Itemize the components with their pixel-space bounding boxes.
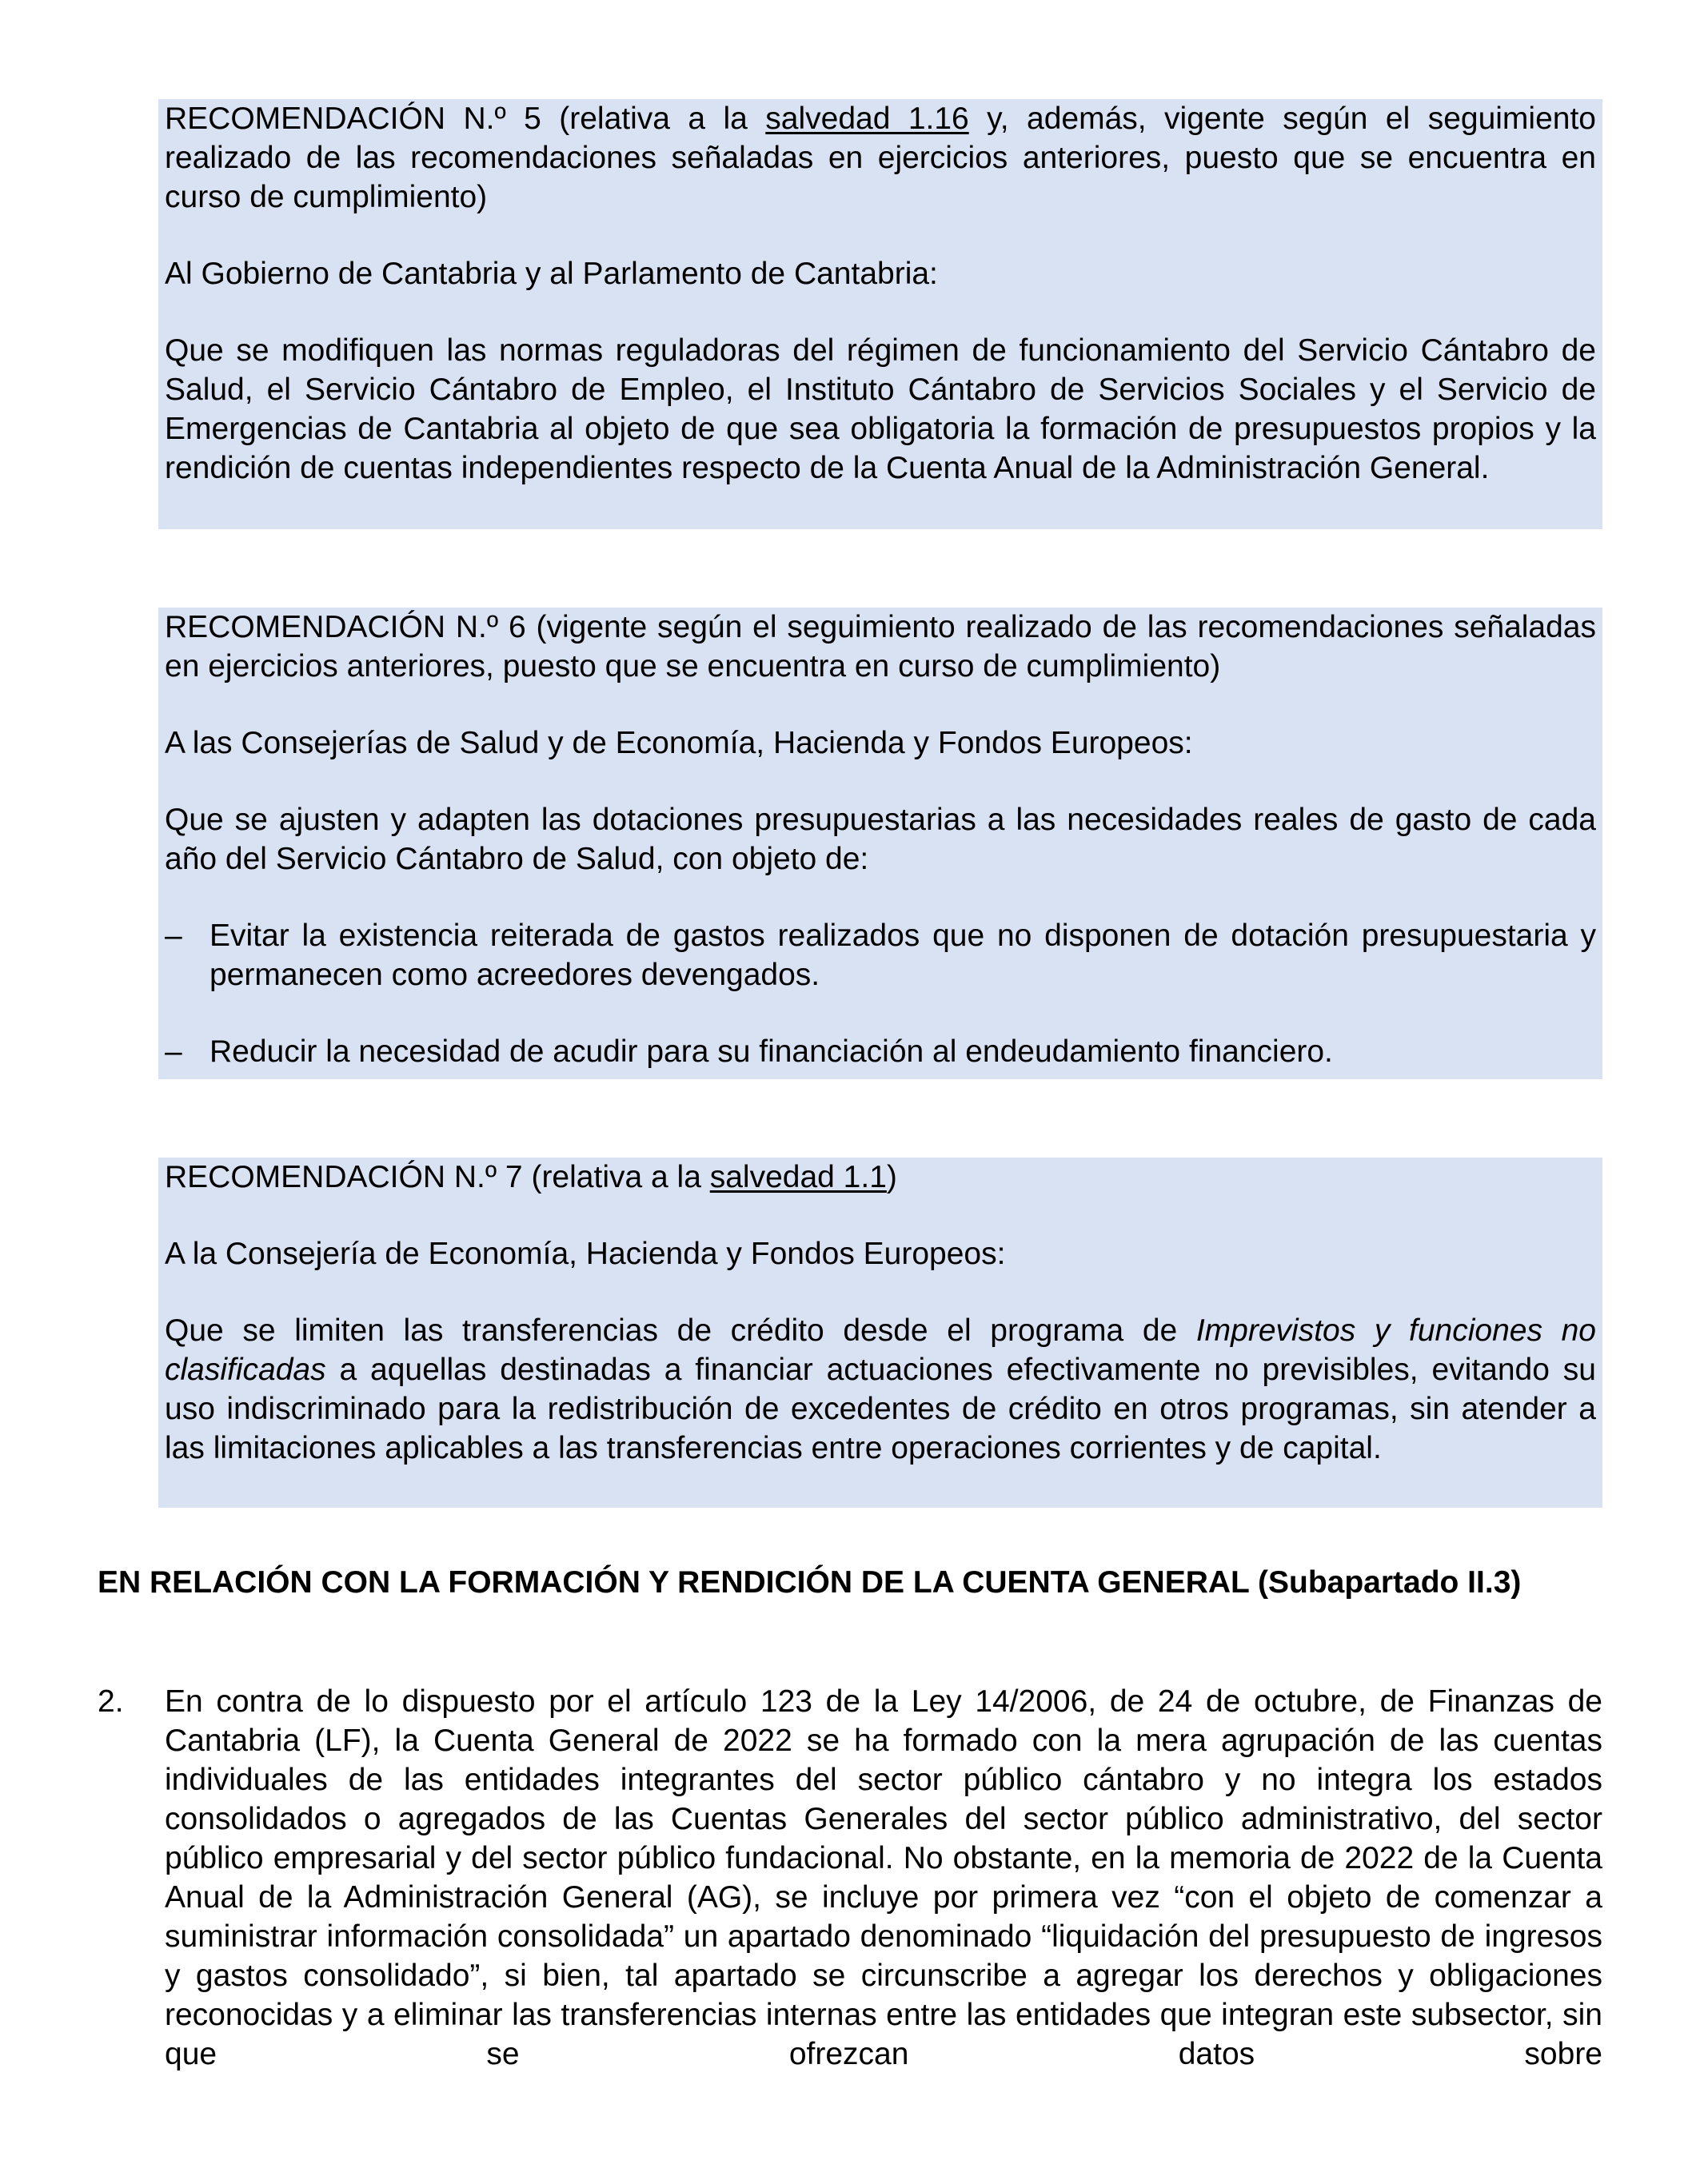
- recommendation-6-body: Que se ajusten y adapten las dotaciones presupuestarias a las necesidades reales de gasto de cada año del Servicio Cántabro de Salud, con objeto de:: [165, 803, 1596, 876]
- recommendation-7-body-prefix: Que se limiten las transferencias de crédito desde el programa de: [165, 1313, 1196, 1348]
- recommendation-6-bullet-2: [165, 1032, 1596, 1071]
- recommendation-7-title-suffix: ): [886, 1160, 897, 1194]
- item-2-text: En contra de lo dispuesto por el artículo 123 de la Ley 14/2006, de 24 de octubre, de Finanzas de Cantabria (LF), la Cuenta General de 2022 se ha formado con la mera agrupación de las cuentas individuales de las entidades integrantes del sector público cántabro y no integra los estados consolidados o agregados de las Cuentas Generales del sector público administrativo, del sector público empresarial y del sector público fundacional. No obstante, en la memoria de 2022 de la Cuenta Anual de la Administración General (AG), se incluye por primera vez “con el objeto de comenzar a suministrar información consolidada” un apartado denominado “liquidación del presupuesto de ingresos y gastos consolidado”, si bien, tal apartado se circunscribe a agregar los derechos y obligaciones reconocidas y a eliminar las transferencias internas entre las entidades que integran este subsector, sin que se ofrezcan datos sobre: [165, 1684, 1602, 2071]
- recommendation-7-title: [165, 1158, 1596, 1197]
- numbered-item-2: [98, 1682, 1602, 2074]
- salvedad-1-1-link[interactable]: salvedad 1.1: [709, 1160, 887, 1194]
- recommendation-5-addressee: Al Gobierno de Cantabria y al Parlamento de Cantabria:: [165, 257, 938, 291]
- program-name-italic: Imprevistos y funciones no clasificadas: [165, 1313, 1596, 1387]
- recommendation-7-title-prefix: RECOMENDACIÓN N.º 7 (relativa a la: [165, 1160, 710, 1194]
- salvedad-1-16-link[interactable]: salvedad 1.16: [765, 102, 969, 136]
- recommendation-5-title: [165, 99, 1596, 217]
- bullet-text: Reducir la necesidad de acudir para su financiación al endeudamiento financiero.: [210, 1034, 1333, 1069]
- recommendation-6-bullet-1: [165, 916, 1596, 994]
- bullet-text: Evitar la existencia reiterada de gastos realizados que no disponen de dotación presupuestaria y permanecen como acreedores devengados.: [210, 919, 1596, 992]
- section-heading: EN RELACIÓN CON LA FORMACIÓN Y RENDICIÓN DE LA CUENTA GENERAL (Subapartado II.3): [98, 1565, 1522, 1600]
- recommendation-7-addressee: A la Consejería de Economía, Hacienda y Fondos Europeos:: [165, 1237, 1006, 1271]
- recommendation-7-body: [165, 1311, 1596, 1468]
- recommendation-5-body: Que se modifiquen las normas reguladoras del régimen de funcionamiento del Servicio Cántabro de Salud, el Servicio Cántabro de Empleo, el Instituto Cántabro de Servicios Sociales y el Servicio de Emergencias de Cantabria al objeto de que sea obligatoria la formación de presupuestos propios y la rendición de cuentas independientes respecto de la Cuenta Anual de la Administración General.: [165, 333, 1596, 485]
- recommendation-7-body-suffix: a aquellas destinadas a financiar actuaciones efectivamente no previsibles, evitando su uso indiscriminado para la redistribución de excedentes de crédito en otros programas, sin atender a las limitaciones aplicables a las transferencias entre operaciones corrientes y de capital.: [165, 1353, 1596, 1465]
- item-number: 2.: [98, 1684, 124, 1719]
- recommendation-7-box: [158, 1158, 1602, 1508]
- dash-bullet-icon: –: [165, 919, 182, 953]
- recommendation-5-title-suffix: y, además, vigente según el seguimiento realizado de las recomendaciones señaladas en ejercicios anteriores, puesto que se encuentra en curso de cumplimiento): [165, 102, 1596, 214]
- recommendation-5-title-prefix: RECOMENDACIÓN N.º 5 (relativa a la: [165, 102, 766, 136]
- recommendation-6-title: RECOMENDACIÓN N.º 6 (vigente según el seguimiento realizado de las recomendaciones señaladas en ejercicios anteriores, puesto que se encuentra en curso de cumplimiento): [165, 610, 1596, 683]
- recommendation-6-box: [158, 608, 1602, 1079]
- dash-bullet-icon: –: [165, 1034, 182, 1069]
- recommendation-6-addressee: A las Consejerías de Salud y de Economía, Hacienda y Fondos Europeos:: [165, 726, 1193, 760]
- recommendation-5-box: [158, 99, 1602, 529]
